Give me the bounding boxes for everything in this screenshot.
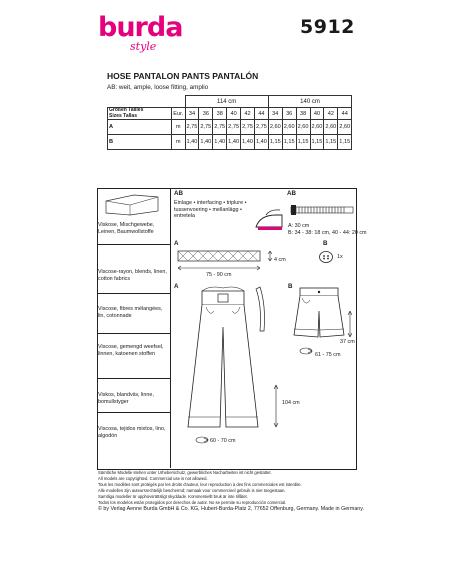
notions-ab-left: AB	[174, 190, 183, 197]
size-header-line1: Größen Tailles	[109, 107, 144, 113]
button-variant-b: B	[323, 240, 328, 247]
value-cell: 2,60	[324, 120, 338, 135]
size-row	[108, 108, 352, 120]
belt-variant-a: A	[174, 240, 179, 247]
row-label: B	[108, 135, 172, 150]
row-unit: m	[172, 135, 186, 150]
row-b	[108, 135, 352, 150]
yardage-table	[107, 95, 352, 150]
zipper-icon	[290, 204, 354, 216]
value-cell: 1,40	[199, 135, 213, 150]
width-row	[108, 96, 352, 108]
garment-a-label: A	[174, 283, 179, 290]
value-cell: 1,40	[213, 135, 227, 150]
garment-b-label: B	[288, 283, 293, 290]
size-cell: 38	[296, 108, 310, 120]
value-cell: 1,40	[254, 135, 268, 150]
size-cell: 34	[268, 108, 282, 120]
button-icon	[318, 250, 334, 264]
shorts-b-drawing	[290, 285, 352, 357]
value-cell: 2,75	[185, 120, 199, 135]
hem-width-b-label: 61 - 75 cm	[315, 352, 341, 358]
fabric-separator	[97, 293, 171, 294]
value-cell: 1,40	[227, 135, 241, 150]
brand-style-label: style	[130, 40, 157, 53]
pattern-subtitle: AB: weit, ample, loose fitting, amplio	[107, 84, 209, 91]
fabric-en: Viscose-rayon, blends, linen, cotton fabrics	[98, 269, 167, 282]
fabric-swatch-icon	[104, 193, 160, 217]
value-cell: 2,75	[199, 120, 213, 135]
value-cell: 2,75	[241, 120, 255, 135]
fabric-separator	[97, 378, 171, 379]
copyright: © by Verlag Aenne Burda GmbH & Co. KG, Hubert-Burda-Platz 2, 77652 Offenburg, Germany. Made in Germany.	[98, 506, 364, 512]
value-cell: 2,60	[296, 120, 310, 135]
zipper-length-b: B: 34 - 38: 18 cm, 40 - 44: 20 cm	[288, 230, 367, 236]
fabric-sv: Viskos, blandväv, linne, bomullstyger	[98, 392, 154, 405]
legal-de: Sämtliche Modelle stehen unter Urheberschutz, gewerbliches Nacharbeiten ist nicht gestattet.	[98, 470, 272, 475]
pattern-title: HOSE PANTALON PANTS PANTALÓN	[107, 71, 259, 81]
fabric-separator	[97, 333, 171, 334]
legal-es: Todos los modelos están protegidos por derechos de autor. No se permite su reproducción comercial.	[98, 500, 287, 505]
row-label: A	[108, 120, 172, 135]
size-cell: 44	[338, 108, 352, 120]
row-a	[108, 120, 352, 135]
value-cell: 2,75	[254, 120, 268, 135]
hem-width-a-label: 60 - 70 cm	[210, 438, 236, 444]
shorts-length-label: 37 cm	[340, 339, 355, 345]
value-cell: 1,40	[241, 135, 255, 150]
size-cell: 36	[282, 108, 296, 120]
value-cell: 1,15	[338, 135, 352, 150]
value-cell: 1,15	[268, 135, 282, 150]
size-cell: 40	[310, 108, 324, 120]
fabric-separator	[97, 412, 171, 413]
notions-ab-right: AB	[287, 190, 296, 197]
fabric-nl: Viscose, gemengd weefsel, linnen, katoenen stoffen	[98, 344, 164, 357]
belt-height-label: 4 cm	[274, 257, 286, 263]
value-cell: 1,15	[282, 135, 296, 150]
value-cell: 2,60	[310, 120, 324, 135]
value-cell: 2,60	[338, 120, 352, 135]
zipper-length-a: A: 30 cm	[288, 223, 310, 229]
width-114: 114 cm	[185, 96, 268, 108]
size-header	[108, 108, 172, 120]
size-cell: 36	[199, 108, 213, 120]
fabric-es: Viscosa, tejidos mixtos, lino, algodón	[98, 426, 166, 439]
iron-icon	[252, 205, 286, 233]
fabric-fr: Viscose, fibres mélangées, lin, cotonnade	[98, 306, 163, 319]
column-divider	[170, 188, 171, 468]
row-unit: m	[172, 120, 186, 135]
size-cell: 44	[254, 108, 268, 120]
belt-width-label: 75 - 90 cm	[206, 272, 232, 278]
legal-nl: Alle modellen zijn auteursrechtelijk beschermd; namaak voor commercieel gebruik is niet toegestaan.	[98, 488, 286, 493]
unit-header: Eur.	[172, 108, 186, 120]
size-cell: 34	[185, 108, 199, 120]
size-cell: 38	[213, 108, 227, 120]
brand-logo: burda	[98, 12, 183, 43]
fabric-separator	[97, 244, 171, 245]
fabric-de: Viskose, Mischgewebe, Leinen, Baumwollstoffe	[98, 222, 155, 235]
legal-en: All models are copyrighted. Commercial use is not allowed.	[98, 476, 208, 481]
interfacing-text: Einlage • interfacing • triplure • tussenvoering • mellanlägg • entretela	[174, 200, 247, 219]
size-cell: 42	[241, 108, 255, 120]
value-cell: 2,60	[282, 120, 296, 135]
width-140: 140 cm	[268, 96, 351, 108]
legal-sv: Samtliga modeller är upphovsrättsligt skyddade. Kommersiellt bruk är inte tillåtet.	[98, 494, 248, 499]
value-cell: 2,75	[227, 120, 241, 135]
value-cell: 1,15	[310, 135, 324, 150]
size-cell: 40	[227, 108, 241, 120]
value-cell: 1,15	[324, 135, 338, 150]
value-cell: 2,60	[268, 120, 282, 135]
pattern-number: 5912	[300, 16, 355, 38]
legal-fr: Tous les modèles sont protégés par les droits d'auteur, leur reproduction à des fins commerciales est interdite.	[98, 482, 302, 487]
leg-length-label: 104 cm	[282, 400, 300, 406]
value-cell: 2,75	[213, 120, 227, 135]
value-cell: 1,15	[296, 135, 310, 150]
size-cell: 42	[324, 108, 338, 120]
value-cell: 1,40	[185, 135, 199, 150]
size-header-line2: Sizes Tallas	[109, 112, 137, 119]
button-count: 1x	[337, 254, 343, 260]
